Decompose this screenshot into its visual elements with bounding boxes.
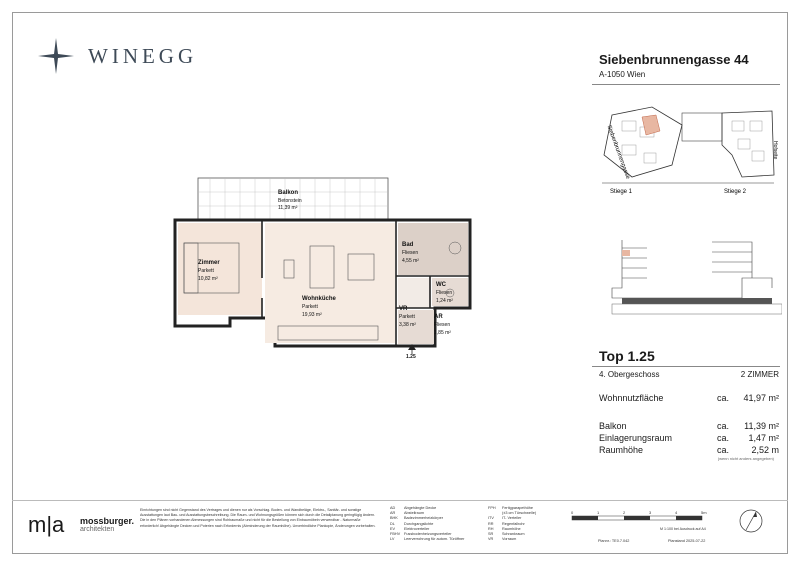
legend-value: IT- Verteiler xyxy=(502,516,522,521)
room-bad-floor: Fliesen xyxy=(402,250,419,256)
legend-key: RH xyxy=(488,526,494,531)
disclaimer-text: Einrichtungen sind nicht Gegenstand des Vertrages und dienen nur als Vorschlag. Boden- und Wandbeläge, Elektro-, Sanitär- und sonstige Ausstattungen laut Bau- und Ausstattungsbeschreibung. Die Raum- und Wohnungsgrößen können sich durch die Detailplanung geringfügig ändern. Die in den Plänen vorhandenen Abmessungen sind Rohbaumaße und nicht für die Bestellung von Einbaumöbeln verwendbar - Naturmaße erforderlich! Abgehängte Decken und Poterien nach Erfordernis (Abminderung der Raumhöhe). Unverbindliche Plankopie, Änderungen vorbehalten. xyxy=(140,508,376,528)
room-wohnkueche-name: Wohnküche xyxy=(302,296,336,302)
balkon-ca: ca. xyxy=(717,421,730,431)
siteplan-street-right: Hofseite xyxy=(772,141,778,160)
legend-value: Elektroverteiler xyxy=(404,526,430,531)
room-wc-area: 1,24 m² xyxy=(436,298,453,304)
raumhoehe-value: 2,52 m xyxy=(751,445,779,455)
brand-name: WINEGG xyxy=(88,44,198,68)
legend-value: Leerverrohrung für autom. Türöffner xyxy=(404,537,465,542)
divider xyxy=(592,84,780,85)
legend-key: RR xyxy=(488,521,494,526)
room-bad-name: Bad xyxy=(402,242,414,248)
balkon-label: Balkon xyxy=(599,421,627,431)
scale-tick-label: 5m xyxy=(701,510,707,515)
room-balkon-area: 11,39 m² xyxy=(278,205,298,211)
siteplan-stiege2: Stiege 2 xyxy=(724,189,747,195)
unit-rooms: 2 ZIMMER xyxy=(740,370,779,379)
legend-key: BHK xyxy=(390,516,398,521)
einlagerung-value: 1,47 m² xyxy=(748,433,779,443)
floor-plan xyxy=(170,168,490,358)
bad-floor xyxy=(398,223,468,275)
raumhoehe-label: Raumhöhe xyxy=(599,445,644,455)
balkon-value: 11,39 m² xyxy=(744,421,779,431)
unit-highlight xyxy=(642,115,660,135)
north-arrow-icon xyxy=(738,508,764,534)
scale-tick-label: 4 xyxy=(675,510,678,515)
einlagerung-ca: ca. xyxy=(717,433,730,443)
zimmer-floor xyxy=(178,223,262,315)
legend-value: Durchgangslichte xyxy=(404,521,434,526)
wohnnutzflaeche-ca: ca. xyxy=(717,393,730,403)
room-wohnkueche-floor: Parkett xyxy=(302,304,318,310)
scale-tick-label: 3 xyxy=(649,510,652,515)
room-vr-area: 3,38 m² xyxy=(399,322,416,328)
plan-number: Plannr.: TE0.7.042 xyxy=(598,539,630,543)
room-wc-name: WC xyxy=(436,282,446,288)
room-zimmer-name: Zimmer xyxy=(198,260,220,266)
room-ar-floor: Fliesen xyxy=(434,322,451,328)
scale-tick-label: 1 xyxy=(597,510,600,515)
legend-key: LV xyxy=(390,537,395,542)
scale-bar xyxy=(568,508,718,548)
legend-key: ITV xyxy=(488,516,494,521)
legend-value: Schrankraum xyxy=(502,532,525,537)
legend-row xyxy=(488,537,536,542)
scale-tick-label: 2 xyxy=(623,510,626,515)
room-vr-floor: Parkett xyxy=(399,314,415,320)
legend-key: VR xyxy=(488,537,494,542)
raumhoehe-ca: ca. xyxy=(717,445,730,455)
wohnkueche-floor xyxy=(265,223,395,343)
room-balkon-name: Balkon xyxy=(278,190,299,196)
abbreviation-legend-1 xyxy=(390,506,464,542)
architect-sub: architekten xyxy=(80,526,115,533)
legend-key: AR xyxy=(390,511,396,516)
unit-floor: 4. Obergeschoss xyxy=(599,370,660,379)
legend-row xyxy=(390,537,464,542)
room-ar-name: AR xyxy=(434,314,443,320)
site-plan xyxy=(592,105,782,195)
unit-title: Top 1.25 xyxy=(599,348,655,364)
wohnnutzflaeche-value: 41,97 m² xyxy=(743,393,779,403)
legend-key: EV xyxy=(390,526,396,531)
legend-value: Vorraum xyxy=(502,537,517,542)
siteplan-stiege1: Stiege 1 xyxy=(610,189,633,195)
unit-highlight-section xyxy=(622,250,630,256)
room-wohnkueche-area: 19,93 m² xyxy=(302,312,322,318)
brand-logo xyxy=(38,38,208,74)
architect-name: mossburger. xyxy=(80,516,135,526)
divider xyxy=(592,366,780,367)
scale-tick-label: 0 xyxy=(571,510,574,515)
legend-value: Raumhöhe xyxy=(502,526,521,531)
room-bad-area: 4,55 m² xyxy=(402,258,419,264)
legend-key: SR xyxy=(488,532,494,537)
legend-value: Badezimmerheizkörper xyxy=(404,516,444,521)
room-ar-area: 1,85 m² xyxy=(434,330,451,336)
einlagerung-label: Einlagerungsraum xyxy=(599,433,673,443)
architect-glyph: m|a xyxy=(28,512,65,537)
address-street: Siebenbrunnengasse 44 xyxy=(599,52,749,67)
legend-key: FPH xyxy=(488,506,496,510)
legend-value: Fertigparapethöhe xyxy=(502,506,534,510)
legend-key: FBHV xyxy=(390,532,401,537)
room-vr-name: VR xyxy=(399,306,408,312)
entrance-label: 1.25 xyxy=(406,354,416,358)
raumhoehe-note: (wenn nicht anders angegeben) xyxy=(717,456,774,461)
siteplan-street: Siebenbrunnengasse xyxy=(605,124,631,180)
address-city: A-1050 Wien xyxy=(599,70,646,79)
legend-value: Abstellraum xyxy=(404,511,425,516)
legend-value: (±3 cm Türschwelle) xyxy=(502,511,537,516)
legend-value: Fussbodenheizungsverteiler xyxy=(404,532,452,537)
room-zimmer-floor: Parkett xyxy=(198,268,214,274)
room-wc-floor: Fliesen xyxy=(436,290,453,296)
building-section xyxy=(592,228,782,328)
wohnnutzflaeche-label: Wohnnutzfläche xyxy=(599,393,664,403)
legend-value: Abgehängte Decke xyxy=(404,506,437,510)
legend-value: Regenfallrohr xyxy=(502,521,525,526)
legend-key: DL xyxy=(390,521,395,526)
abbreviation-legend-2 xyxy=(488,506,536,542)
room-zimmer-area: 10,82 m² xyxy=(198,276,218,282)
room-balkon-floor: Betonstein xyxy=(278,198,302,204)
footer-divider xyxy=(12,500,788,501)
scale-note: M 1:100 bei Ausdruck auf A4 xyxy=(660,527,706,531)
compass-star-icon xyxy=(38,38,74,74)
legend-key: AD xyxy=(390,506,396,510)
plan-date: Planstand 2025-07-22 xyxy=(668,539,706,543)
